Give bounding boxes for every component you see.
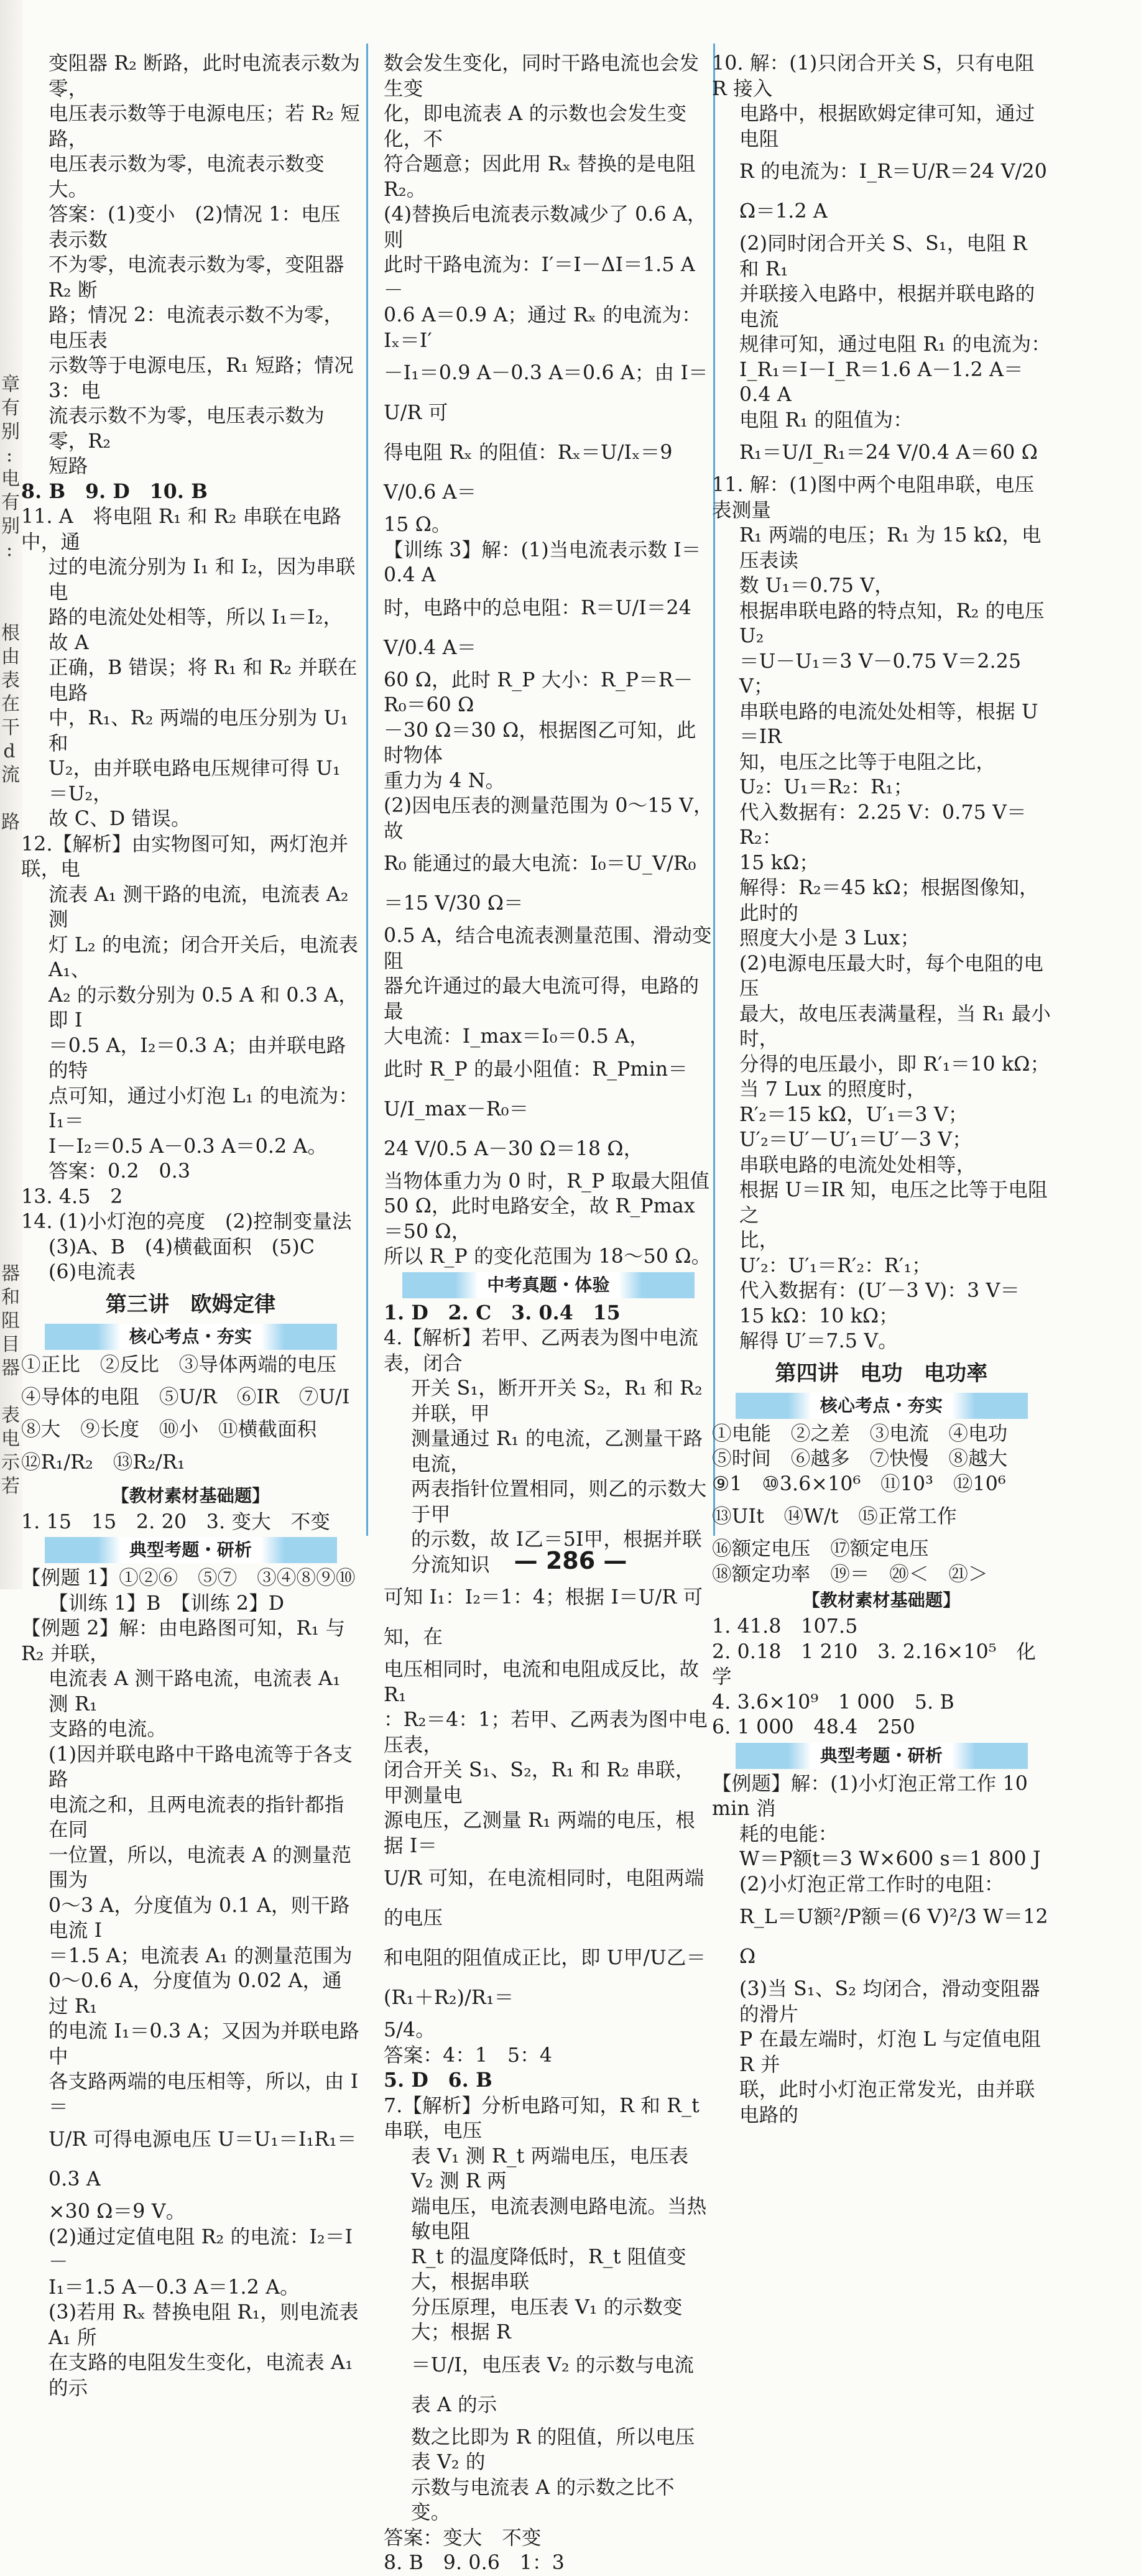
answer-line: 8. B 9. 0.6 1：3 [384,2552,565,2574]
basic-answers: 1. 41.8 107.5 [712,1615,858,1638]
text-line: (1)因并联电路中干路电流等于各支路 [49,1743,353,1791]
text-line: 短路 [49,455,88,478]
column-right [712,51,1055,2126]
text-line: 根据 U＝IR 知，电压之比等于电阻之 [739,1179,1048,1227]
text-line: 电流表 A 测干路电流，电流表 A₁ 测 R₁ [49,1668,347,1715]
text-line: (2)同时闭合开关 S、S₁，电阻 R 和 R₁ [739,233,1034,280]
basic-answers: 2. 0.18 1 210 3. 2.16×10⁵ 化学 [712,1640,1037,1688]
subsection-basic: 【教材素材基础题】 [802,1590,961,1610]
question-10: 10. 解：(1)只闭合开关 S，只有电阻 R 接入 [712,52,1041,100]
text-line: 代入数据有：2.25 V：0.75 V＝R₂： [739,801,1027,849]
text-line: R₁ 两端的电压；R₁ 为 15 kΩ，电压表读 [739,524,1042,572]
basic-answers: 1. 15 15 2. 20 3. 变大 不变 [21,1510,331,1533]
answer-line: 1. D 2. C 3. 0.4 15 [384,1301,621,1324]
answer-line: 8. B 9. D 10. B [21,479,208,503]
section-banner-exam: 中考真题・体验 [402,1272,695,1298]
text-line: 变阻器 R₂ 断路，此时电流表示数为零， [49,52,360,100]
question-12: 12.【解析】由实物图可知，两灯泡并联，电 [21,833,349,880]
text-line: 比， [739,1229,779,1252]
formula-line: R_L＝U额²/P额＝(6 V)²/3 W＝12 Ω [739,1906,1055,1968]
text-line: 0～0.6 A，分度值为 0.02 A，通过 R₁ [49,1970,343,2018]
formula-line: 时，电路中的总电阻：R＝U/I＝24 V/0.4 A＝ [384,596,698,659]
text-line: 数会发生变化，同时干路电流也会发生变 [384,52,700,100]
text-line: 当物体重力为 0 时，R_P 取最大阻值 [384,1170,710,1193]
text-line: 所以 R_P 的变化范围为 18～50 Ω。 [384,1245,711,1268]
section-banner-typical: 典型考题・研析 [45,1537,337,1563]
text-line: ：R₂＝4：1；若甲、乙两表为图中电压表， [384,1709,708,1757]
formula-line: R₀ 能通过的最大电流：I₀＝U_V/R₀＝15 V/30 Ω＝ [384,852,696,915]
formula-line: R₁＝U/I_R₁＝24 V/0.4 A＝60 Ω [739,441,1038,464]
text-line: (6)电流表 [49,1261,136,1283]
text-line: A₂ 的示数分别为 0.5 A 和 0.3 A，即 I [49,984,358,1032]
subsection-basic: 【教材素材基础题】 [111,1485,270,1506]
formula-line: 可知 I₁：I₂＝1：4；根据 I＝U/R 可知，在 [384,1586,703,1648]
text-line: I_R₁＝I－I_R＝1.6 A－1.2 A＝0.4 A [739,358,1023,406]
text-line: 两表指针位置相同，则乙的示数大于甲 [411,1478,707,1526]
text-line: 并联接入电路中，根据并联电路的电流 [739,283,1035,331]
text-line: 电压表示数为零，电流表示数变大。 [49,153,325,201]
text-line: 流表 A₁ 测干路的电流，电流表 A₂ 测 [49,883,355,931]
text-line: R′₂＝15 kΩ，U′₁＝3 V； [739,1103,968,1126]
text-line: U′₂＝U′－U′₁＝U′－3 V； [739,1129,972,1151]
text-line: (2)电源电压最大时，每个电阻的电压 [739,952,1044,1000]
text-line: 各支路两端的电压相等，所以，由 I＝ [49,2070,359,2118]
text-line: －30 Ω＝30 Ω，根据图乙可知，此时物体 [384,719,696,767]
formula-line: 得电阻 Rₓ 的阻值：Rₓ＝U/Iₓ＝9 V/0.6 A＝ [384,441,679,504]
question-13: 13. 4.5 2 [21,1185,123,1208]
text-line: 表 V₁ 测 R_t 两端电压，电压表 V₂ 测 R 两 [411,2144,695,2192]
core-answers: ①电能 ②之差 ③电流 ④电功 [712,1422,1008,1445]
core-answers: ⑨1 ⑩3.6×10⁶ ⑪10³ ⑫10⁶ [712,1472,1006,1495]
answer-line: 答案：(1)变小 (2)情况 1：电压表示数 [49,203,341,251]
text-line: ＝0.5 A，I₂＝0.3 A；由并联电路的特 [49,1034,346,1082]
text-line: 15 kΩ：10 kΩ； [739,1304,898,1327]
lecture-4-title: 第四讲 电功 电功率 [775,1360,988,1386]
formula-line: R 的电流为：I_R＝U/R＝24 V/20 Ω＝1.2 A [739,160,1054,223]
text-line: 串联电路的电流处处相等，根据 U＝IR [739,700,1038,748]
text-line: 闭合开关 S₁、S₂，R₁ 和 R₂ 串联，甲测量电 [384,1759,695,1807]
text-line: 器允许通过的最大电流可得，电路的最 [384,975,700,1023]
text-line: 电阻 R₁ 的阻值为： [739,409,913,432]
core-answers: ⑧大 ⑨长度 ⑩小 ⑪横截面积 [21,1418,317,1441]
training-3: 【训练 3】解：(1)当电流表示数 I＝0.4 A [384,538,701,586]
text-line: (4)替换后电流表示数减少了 0.6 A，则 [384,203,707,251]
text-line: 最大，故电压表满量程，当 R₁ 最小时， [739,1002,1051,1050]
example-2: 【例题 2】解：由电路图可知，R₁ 与 R₂ 并联， [21,1617,352,1665]
training-answers: 【训练 1】B 【训练 2】D [49,1592,285,1615]
question-14: 14. (1)小灯泡的亮度 (2)控制变量法 [21,1211,352,1233]
text-line: 电路中，根据欧姆定律可知，通过电阻 [739,103,1035,150]
text-line: 联，此时小灯泡正常发光，由并联电路的 [739,2079,1035,2126]
text-line: (2)通过定值电阻 R₂ 的电流：I₂＝I－ [49,2225,353,2273]
text-line: 5/4。 [384,2019,435,2041]
answer-line: 答案：0.2 0.3 [49,1160,191,1183]
question-11: 11. 解：(1)图中两个电阻串联，电压表测量 [712,474,1035,522]
text-line: 0.6 A＝0.9 A；通过 Rₓ 的电流为：Iₓ＝I′ [384,304,701,352]
text-line: 开关 S₁，断开开关 S₂，R₁ 和 R₂ 并联，甲 [411,1377,709,1425]
text-line: 灯 L₂ 的电流；闭合开关后，电流表 A₁、 [49,933,365,981]
page-binding-edge [0,0,22,1589]
text-line: (3)若用 Rₓ 替换电阻 R₁，则电流表 A₁ 所 [49,2301,365,2349]
text-line: 符合题意；因此用 Rₓ 替换的是电阻 R₂。 [384,153,702,201]
text-line: 知，电压之比等于电阻之比， [739,750,996,773]
text-line: W＝P额t＝3 W×600 s＝1 800 J [739,1848,1041,1870]
question-7: 7.【解析】分析电路可知，R 和 R_t 串联，电压 [384,2094,706,2142]
text-line: 不为零，电流表示数为零，变阻器 R₂ 断 [49,254,351,302]
answer-line: 答案：变大 不变 [384,2526,542,2549]
formula-line: 和电阻的阻值成正比，即 U甲/U乙＝(R₁＋R₂)/R₁＝ [384,1947,706,2009]
formula-line: ＝U/I，电压表 V₂ 的示数与电流表 A 的示 [411,2353,695,2416]
text-line: (3)A、B (4)横截面积 (5)C [49,1235,315,1258]
text-line: 规律可知，通过电阻 R₁ 的电流为： [739,333,1051,356]
core-answers: ⑤时间 ⑥越多 ⑦快慢 ⑧越大 [712,1447,1008,1470]
section-banner-core: 核心考点・夯实 [45,1324,337,1350]
text-line: 路的电流处处相等，所以 I₁＝I₂，故 A [49,606,343,654]
text-line: 电压相同时，电流和电阻成反比，故 R₁ [384,1658,706,1706]
text-line: 数之比即为 R 的阻值，所以电压表 V₂ 的 [411,2426,695,2473]
text-line: I₁＝1.5 A－0.3 A＝1.2 A。 [49,2276,300,2299]
text-line: (3)当 S₁、S₂ 均闭合，滑动变阻器的滑片 [739,1978,1040,2026]
text-line: 15 Ω。 [384,514,451,536]
text-line: 点可知，通过小灯泡 L₁ 的电流为：I₁＝ [49,1084,359,1132]
text-line: ＝1.5 A；电流表 A₁ 的测量范围为 [49,1944,353,1967]
text-line: 分得的电压最小，即 R′₁＝10 kΩ； [739,1053,1050,1076]
core-answers: ⑬UIt ⑭W/t ⑮正常工作 [712,1505,957,1528]
text-line: P 在最左端时，灯泡 L 与定值电阻 R 并 [739,2028,1048,2076]
page-number: — 286 — [514,1547,627,1574]
text-line: 根据串联电路的特点知，R₂ 的电压 U₂ [739,599,1051,647]
text-line: 示数与电流表 A 的示数之比不变。 [411,2476,675,2524]
text-line: 15 kΩ； [739,851,819,874]
formula-line: 此时 R_P 的最小阻值：R_Pmin＝U/I_max－R₀＝ [384,1058,688,1120]
question-11: 11. A 将电阻 R₁ 和 R₂ 串联在电路中，通 [21,506,342,553]
text-line: 源电压，乙测量 R₁ 两端的电压，根据 I＝ [384,1809,695,1857]
core-answers: ①正比 ②反比 ③导体两端的电压 [21,1353,337,1376]
text-line: 数 U₁＝0.75 V， [739,575,894,597]
question-4: 4.【解析】若甲、乙两表为图中电流表，闭合 [384,1327,698,1375]
example: 【例题】解：(1)小灯泡正常工作 10 min 消 [712,1772,1035,1820]
text-line: 端电压，电流表测电路电流。当热敏电阻 [411,2195,707,2243]
text-line: 中，R₁、R₂ 两端的电压分别为 U₁ 和 [49,707,355,755]
text-line: 重力为 4 N。 [384,769,506,792]
text-line: 支路的电流。 [49,1718,167,1740]
text-line: 50 Ω，此时电路安全，故 R_Pmax＝50 Ω， [384,1195,695,1243]
text-line: 电压表示数等于电源电压；若 R₂ 短路， [49,103,360,150]
text-line: 过的电流分别为 I₁ 和 I₂，因为串联电 [49,556,356,604]
section-banner-core: 核心考点・夯实 [736,1393,1028,1419]
text-line: U₂，由并联电路电压规律可得 U₁＝U₂， [49,757,341,805]
text-line: 分压原理，电压表 V₁ 的示数变大；根据 R [411,2296,683,2343]
answer-line: 答案：4：1 5：4 [384,2044,553,2067]
edge-text-2: 根 由 表 在 干 d 流 路 [1,622,20,833]
text-line: 示数等于电源电压，R₁ 短路；情况 3：电 [49,354,360,402]
formula-line: U/R 可知，在电流相同时，电阻两端的电压 [384,1867,704,1929]
column-left [21,51,365,2399]
core-answers: ④导体的电阻 ⑤U/R ⑥IR ⑦U/I [21,1386,350,1408]
text-line: 此时干路电流为：I′＝I－ΔI＝1.5 A－ [384,254,695,302]
text-line: 0～3 A，分度值为 0.1 A，则干路电流 I [49,1894,350,1942]
column-divider-1 [366,44,368,1536]
text-line: 化，即电流表 A 的示数也会发生变化，不 [384,103,687,150]
text-line: U′₂：U′₁＝R′₂：R′₁； [739,1254,931,1277]
text-line: 照度大小是 3 Lux； [739,927,920,949]
text-line: 正确，B 错误；将 R₁ 和 R₂ 并联在电路 [49,657,358,704]
text-line: R_t 的温度降低时，R_t 阻值变大，根据串联 [411,2245,686,2293]
text-line: 电流之和，且两电流表的指针都指在同 [49,1793,344,1841]
text-line: U/R 可得电源电压 U＝U₁＝I₁R₁＝0.3 A [49,2128,357,2191]
text-line: 的示数，故 I乙＝5I甲，根据并联分流知识 [411,1528,702,1576]
formula-line: 24 V/0.5 A－30 Ω＝18 Ω， [384,1137,644,1160]
text-line: 测量通过 R₁ 的电流，乙测量干路电流， [411,1428,703,1475]
text-line: 的电流 I₁＝0.3 A；又因为并联电路中 [49,2020,359,2068]
text-line: 代入数据有：(U′－3 V)：3 V＝ [739,1280,1020,1302]
basic-answers: 6. 1 000 48.4 250 [712,1716,915,1738]
text-line: 耗的电能： [739,1822,838,1845]
core-answers: ⑯额定电压 ⑰额定电压 [712,1538,929,1560]
text-line: 0.5 A，结合电流表测量范围、滑动变阻 [384,925,712,972]
core-answers: ⑫R₁/R₂ ⑬R₂/R₁ [21,1451,185,1474]
text-line: 解得 U′＝7.5 V。 [739,1330,898,1352]
text-line: 串联电路的电流处处相等， [739,1153,976,1176]
text-line: ＝U－U₁＝3 V－0.75 V＝2.25 V； [739,650,1028,698]
text-line: 解得：R₂＝45 kΩ；根据图像知，此时的 [739,877,1039,925]
text-line: 一位置，所以，电流表 A 的测量范围为 [49,1844,352,1891]
text-line: 流表示数不为零，电压表示数为零，R₂ [49,405,325,453]
edge-text-3: 器 和 阻 目 器 表 电 示 若 [1,1263,20,1497]
text-line: 当 7 Lux 的照度时， [739,1078,926,1101]
text-line: (2)因电压表的测量范围为 0～15 V，故 [384,795,713,843]
lecture-3-title: 第三讲 欧姆定律 [105,1291,276,1317]
answer-line: 5. D 6. B [384,2069,492,2092]
text-line: U₂：U₁＝R₂：R₁； [739,776,913,798]
text-line: ×30 Ω＝9 V。 [49,2200,186,2223]
section-banner-typical: 典型考题・研析 [736,1743,1028,1769]
text-line: 路；情况 2：电流表示数不为零，电压表 [49,304,344,352]
core-answers: ⑱额定功率 ⑲＝ ⑳＜ ㉑＞ [712,1563,988,1586]
example-1: 【例题 1】①②⑥ ⑤⑦ ③④⑧⑨⑩ [21,1567,356,1589]
formula-line: －I₁＝0.9 A－0.3 A＝0.6 A；由 I＝U/R 可 [384,362,708,424]
text-line: (2)小灯泡正常工作时的电阻： [739,1873,1004,1896]
text-line: 60 Ω，此时 R_P 大小：R_P＝R－R₀＝60 Ω [384,668,693,716]
text-line: 大电流：I_max＝I₀＝0.5 A， [384,1025,649,1048]
text-line: 在支路的电阻发生变化，电流表 A₁ 的示 [49,2352,360,2399]
basic-answers: 4. 3.6×10⁹ 1 000 5. B [712,1691,954,1714]
edge-text-1: 章 有 别 : 电 有 别 : [1,374,20,561]
text-line: 故 C、D 错误。 [49,808,191,830]
text-line: I－I₂＝0.5 A－0.3 A＝0.2 A。 [49,1135,328,1158]
